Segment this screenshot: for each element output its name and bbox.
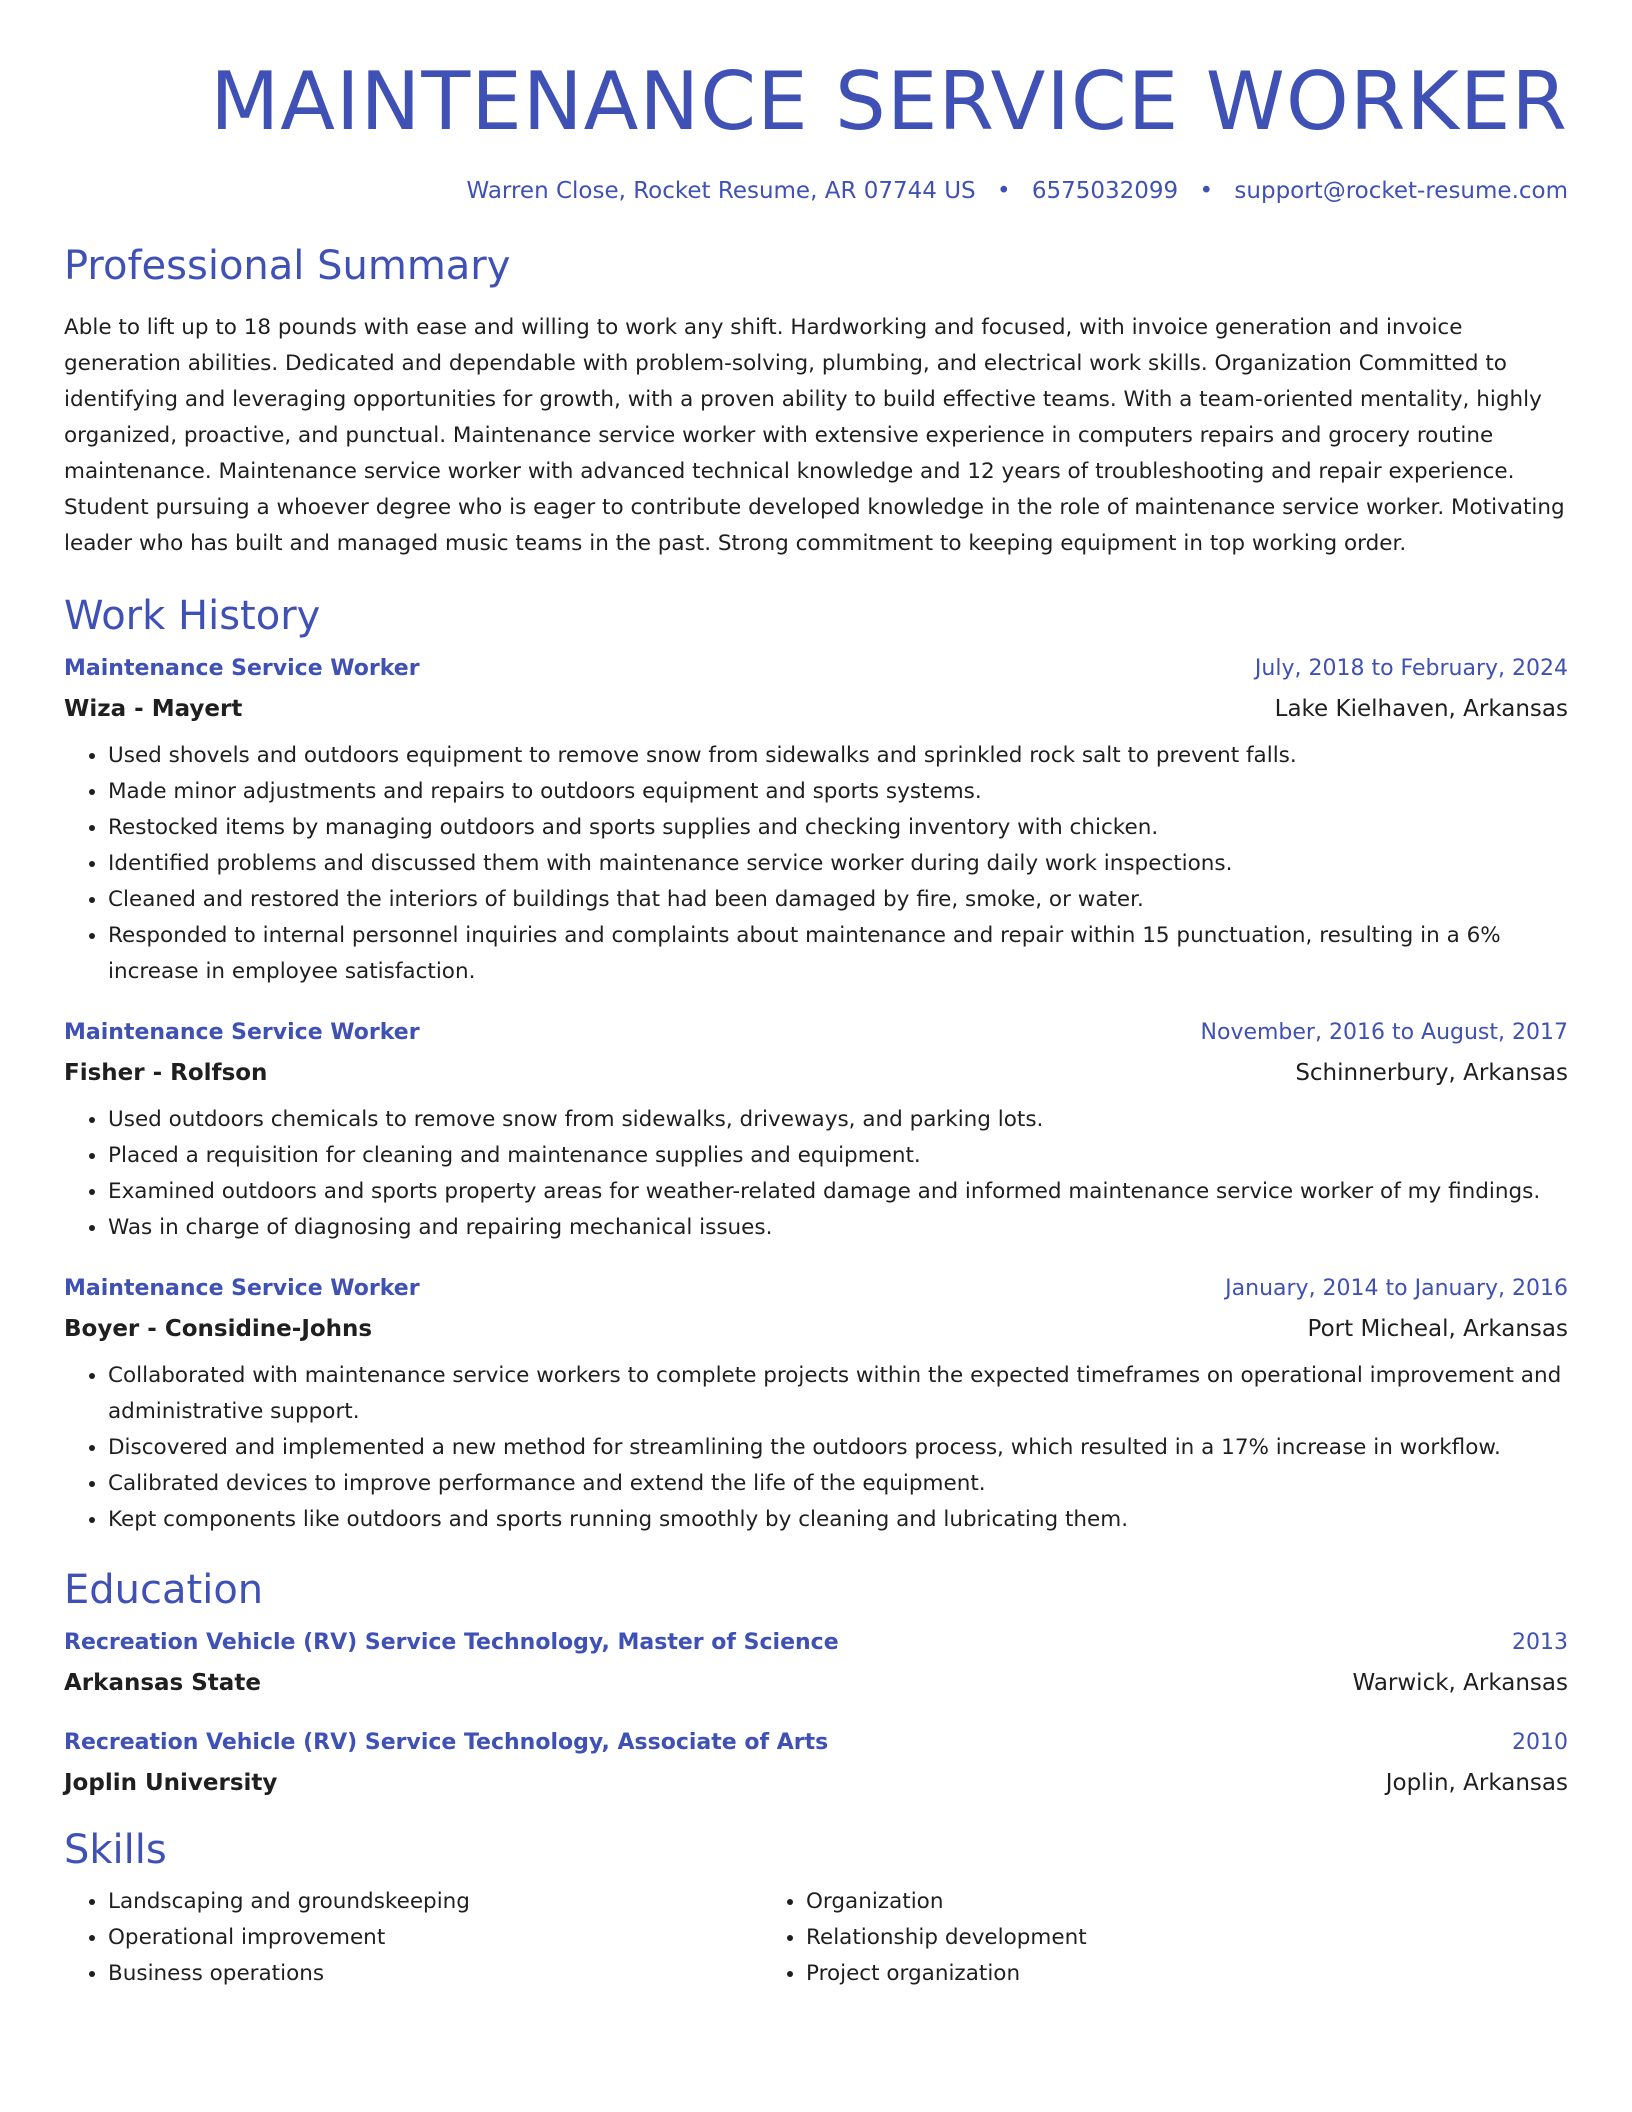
- job-location: Port Micheal, Arkansas: [1307, 1316, 1568, 1342]
- contact-address: Warren Close, Rocket Resume, AR 07744 US: [466, 178, 976, 204]
- job-company-row: [64, 1058, 1568, 1088]
- list-item: • Organization: [806, 1884, 1460, 1920]
- education-school: Joplin University: [64, 1770, 278, 1796]
- job-location: Lake Kielhaven, Arkansas: [1274, 696, 1568, 722]
- education-degree: Recreation Vehicle (RV) Service Technology, Master of Science: [64, 1630, 839, 1655]
- job-bullets: [64, 738, 1568, 990]
- job-bullets: [64, 1102, 1568, 1246]
- job-role: Maintenance Service Worker: [64, 656, 420, 681]
- job-company: Fisher - Rolfson: [64, 1060, 268, 1086]
- candidate-title: MAINTENANCE SERVICE WORKER: [210, 55, 1568, 148]
- section-title-education: Education: [64, 1567, 264, 1613]
- education-year: 2010: [1512, 1730, 1568, 1755]
- job-dates: November, 2016 to August, 2017: [1200, 1020, 1568, 1045]
- job-role: Maintenance Service Worker: [64, 1276, 420, 1301]
- list-item: • Was in charge of diagnosing and repairing mechanical issues.: [108, 1210, 1568, 1246]
- contact-separator: •: [996, 178, 1011, 204]
- education-entry: [64, 1728, 1568, 1798]
- list-item: • Cleaned and restored the interiors of buildings that had been damaged by fire, smoke, or water.: [108, 882, 1568, 918]
- education-header-row: [64, 1628, 1568, 1658]
- job-entry: [64, 1018, 1568, 1246]
- list-item: • Kept components like outdoors and sports running smoothly by cleaning and lubricating them.: [108, 1502, 1568, 1538]
- job-header-row: [64, 1274, 1568, 1304]
- list-item: • Placed a requisition for cleaning and maintenance supplies and equipment.: [108, 1138, 1568, 1174]
- list-item: • Calibrated devices to improve performance and extend the life of the equipment.: [108, 1466, 1568, 1502]
- job-header-row: [64, 654, 1568, 684]
- job-bullets: [64, 1358, 1568, 1538]
- skills-list-right: [762, 1884, 1460, 1992]
- skills-columns: [64, 1884, 1568, 1992]
- list-item: • Restocked items by managing outdoors and sports supplies and checking inventory with chicken.: [108, 810, 1568, 846]
- education-school: Arkansas State: [64, 1670, 261, 1696]
- list-item: • Used outdoors chemicals to remove snow from sidewalks, driveways, and parking lots.: [108, 1102, 1568, 1138]
- job-entry: [64, 1274, 1568, 1538]
- skills-section: [64, 1826, 1568, 1992]
- list-item: • Identified problems and discussed them with maintenance service worker during daily work inspections.: [108, 846, 1568, 882]
- list-item: • Project organization: [806, 1956, 1460, 1992]
- job-company-row: [64, 694, 1568, 724]
- skills-list-left: [64, 1884, 762, 1992]
- section-title-work-history: Work History: [64, 593, 321, 639]
- contact-phone[interactable]: 6575032099: [1031, 178, 1179, 204]
- job-entry: [64, 654, 1568, 990]
- education-year: 2013: [1512, 1630, 1568, 1655]
- contact-email[interactable]: support@rocket-resume.com: [1234, 178, 1568, 204]
- list-item: • Relationship development: [806, 1920, 1460, 1956]
- education-school-row: [64, 1668, 1568, 1698]
- job-role: Maintenance Service Worker: [64, 1020, 420, 1045]
- section-title-summary: Professional Summary: [64, 243, 511, 289]
- education-location: Warwick, Arkansas: [1352, 1670, 1568, 1696]
- education-section: [64, 1566, 1568, 1798]
- job-company: Wiza - Mayert: [64, 696, 243, 722]
- list-item: • Collaborated with maintenance service workers to complete projects within the expected timeframes on operational improvement and administrative support.: [108, 1358, 1568, 1430]
- job-dates: January, 2014 to January, 2016: [1225, 1276, 1568, 1301]
- resume-header: [64, 0, 1568, 206]
- list-item: • Used shovels and outdoors equipment to remove snow from sidewalks and sprinkled rock salt to prevent falls.: [108, 738, 1568, 774]
- job-dates: July, 2018 to February, 2024: [1254, 656, 1568, 681]
- job-company: Boyer - Considine-Johns: [64, 1316, 373, 1342]
- education-header-row: [64, 1728, 1568, 1758]
- list-item: • Operational improvement: [108, 1920, 762, 1956]
- job-location: Schinnerbury, Arkansas: [1295, 1060, 1568, 1086]
- education-entry: [64, 1628, 1568, 1698]
- section-title-skills: Skills: [64, 1827, 167, 1873]
- list-item: • Examined outdoors and sports property areas for weather-related damage and informed maintenance service worker of my findings.: [108, 1174, 1568, 1210]
- summary-text: Able to lift up to 18 pounds with ease and willing to work any shift. Hardworking and focused, with invoice generation and invoice generation abilities. Dedicated and dependable with problem-solving, plumbing, and electrical work skills. Organization Committed to identifying and leveraging opportunities for growth, with a proven ability to build effective teams. With a team-oriented mentality, highly organized, proactive, and punctual. Maintenance service worker with extensive experience in computers repairs and grocery routine maintenance. Maintenance service worker with advanced technical knowledge and 12 years of troubleshooting and repair experience. Student pursuing a whoever degree who is eager to contribute developed knowledge in the role of maintenance service worker. Motivating leader who has built and managed music teams in the past. Strong commitment to keeping equipment in top working order.: [64, 315, 1565, 556]
- job-company-row: [64, 1314, 1568, 1344]
- list-item: • Business operations: [108, 1956, 762, 1992]
- work-history-section: [64, 592, 1568, 1538]
- education-location: Joplin, Arkansas: [1385, 1770, 1568, 1796]
- contact-line: [64, 176, 1568, 206]
- contact-separator: •: [1199, 178, 1214, 204]
- education-degree: Recreation Vehicle (RV) Service Technology, Associate of Arts: [64, 1730, 829, 1755]
- list-item: • Landscaping and groundskeeping: [108, 1884, 762, 1920]
- list-item: • Made minor adjustments and repairs to outdoors equipment and sports systems.: [108, 774, 1568, 810]
- job-header-row: [64, 1018, 1568, 1048]
- summary-section: [64, 242, 1568, 562]
- list-item: • Responded to internal personnel inquiries and complaints about maintenance and repair within 15 punctuation, resulting in a 6% increase in employee satisfaction.: [108, 918, 1568, 990]
- list-item: • Discovered and implemented a new method for streamlining the outdoors process, which resulted in a 17% increase in workflow.: [108, 1430, 1568, 1466]
- education-school-row: [64, 1768, 1568, 1798]
